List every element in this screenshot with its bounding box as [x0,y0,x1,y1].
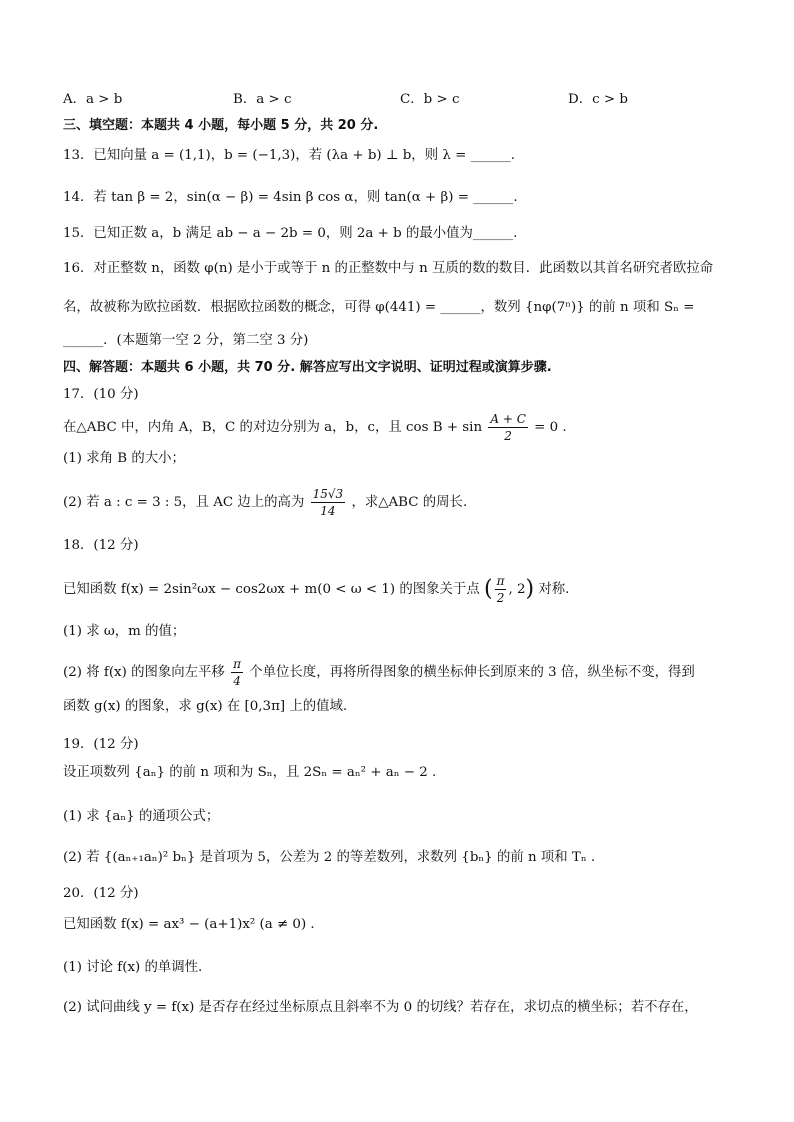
q18-p2-den: 4 [233,674,241,688]
q18-point-fraction [495,574,507,605]
question-19-part-2: (2) 若 {(aₙ₊₁aₙ)² bₙ} 是首项为 5，公差为 2 的等差数列，求数列 {bₙ} 的前 n 项和 Tₙ . [63,850,596,865]
q18-paren-close: ) [525,576,535,602]
question-17-stem [63,412,754,443]
question-14: 14．若 tan β = 2，sin(α − β) = 4sin β cos α，则 tan(α + β) = ______. [63,190,518,205]
fill-section-header: 三、填空题：本题共 4 小题，每小题 5 分，共 20 分. [63,118,379,133]
question-17-part-1: (1) 求角 B 的大小； [63,451,185,466]
q18-stem-post: 对称. [538,582,570,597]
q17-stem-post: = 0 . [534,420,567,435]
option-d: D．c > b [568,92,628,107]
option-a: A．a > b [63,92,123,107]
q17-p2-num: 15√3 [312,487,344,501]
q17-frac-num: A + C [490,412,526,426]
q18-p2-num: π [233,657,241,671]
question-20-head: 20．(12 分) [63,886,139,901]
q18-pt-after: , 2 [508,582,526,597]
q18-pt-den: 2 [496,591,505,605]
question-19-head: 19．(12 分) [63,737,139,752]
question-19-part-1: (1) 求 {aₙ} 的通项公式； [63,809,220,824]
q18-p2-fraction [231,657,243,688]
question-18-stem [63,574,754,605]
question-18-head: 18．(12 分) [63,538,139,553]
question-20-part-2: (2) 试问曲线 y = f(x) 是否存在经过坐标原点且斜率不为 0 的切线？若存在，求切点的横坐标；若不存在， [63,1000,698,1015]
question-20-stem: 已知函数 f(x) = ax³ − (a+1)x² (a ≠ 0) . [63,917,315,932]
q17-p2-fraction [311,487,346,518]
q17-p2-pre: (2) 若 a : c = 3 : 5，且 AC 边上的高为 [63,495,305,510]
option-c: C．b > c [400,92,460,107]
q18-p2-post: 个单位长度，再将所得图象的横坐标伸长到原来的 3 倍，纵坐标不变，得到 [249,665,695,680]
q18-pt-num: π [496,574,505,588]
question-19-stem: 设正项数列 {aₙ} 的前 n 项和为 Sₙ，且 2Sₙ = aₙ² + aₙ − 2 . [63,765,437,780]
q17-p2-den: 14 [320,504,336,518]
solve-section-header: 四、解答题：本题共 6 小题，共 70 分. 解答应写出文字说明、证明过程或演算步骤. [63,360,552,375]
q17-frac-den: 2 [504,429,512,443]
question-16-line-3: ______．(本题第一空 2 分，第二空 3 分) [63,333,309,348]
question-20-part-1: (1) 讨论 f(x) 的单调性. [63,960,203,975]
question-18-part-1: (1) 求 ω，m 的值； [63,624,186,639]
q18-p2-pre: (2) 将 f(x) 的图象向左平移 [63,665,225,680]
q17-p2-post: ，求△ABC 的周长. [351,495,468,510]
q18-paren-open: ( [483,576,493,602]
question-15: 15．已知正数 a，b 满足 ab − a − 2b = 0，则 2a + b 的最小值为______. [63,226,518,241]
question-18-part-2 [63,657,754,688]
question-16-line-2: 名，故被称为欧拉函数．根据欧拉函数的概念，可得 φ(441) = ______，数列 {nφ(7ⁿ)} 的前 n 项和 Sₙ = [63,300,695,315]
q17-stem-pre: 在△ABC 中，内角 A，B，C 的对边分别为 a，b，c，且 cos B + sin [63,420,483,435]
question-18-part-2-line-2: 函数 g(x) 的图象，求 g(x) 在 [0,3π] 上的值域. [63,699,348,714]
question-13: 13．已知向量 a = (1,1)，b = (−1,3)，若 (λa + b) ⊥ b，则 λ = ______. [63,148,515,163]
q18-stem-pre: 已知函数 f(x) = 2sin²ωx − cos2ωx + m(0 < ω < 1) 的图象关于点 [63,582,480,597]
question-16-line-1: 16．对正整数 n，函数 φ(n) 是小于或等于 n 的正整数中与 n 互质的数的数目．此函数以其首名研究者欧拉命 [63,261,714,276]
q17-fraction [488,412,528,443]
option-b: B．a > c [233,92,292,107]
question-17-head: 17．(10 分) [63,387,139,402]
question-17-part-2 [63,487,754,518]
